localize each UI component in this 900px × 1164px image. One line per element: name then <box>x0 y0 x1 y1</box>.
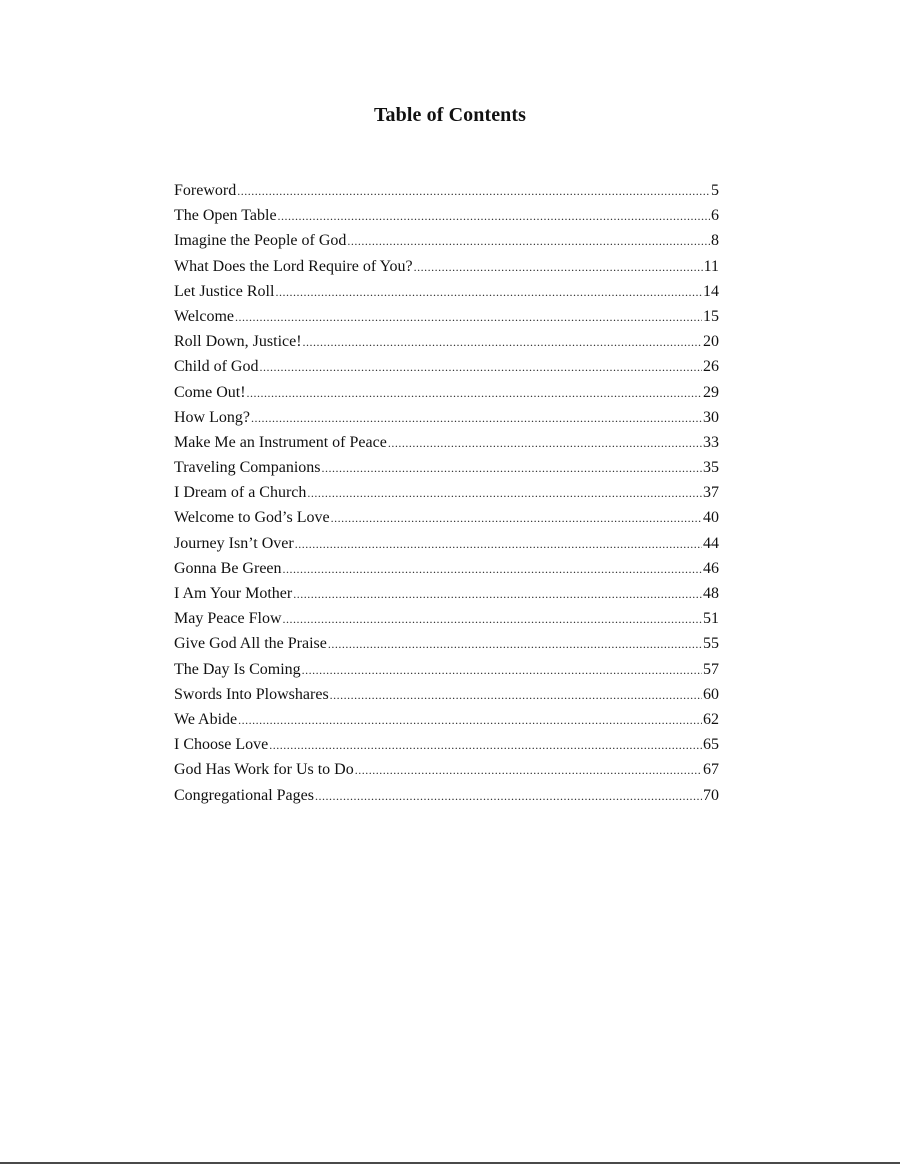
toc-entry-title: Gonna Be Green <box>174 559 282 577</box>
toc-entry-page-number: 67 <box>703 761 719 779</box>
page-title: Table of Contents <box>373 104 527 126</box>
toc-entry-title: Welcome to God’s Love <box>174 509 330 527</box>
dot-leader <box>302 658 702 683</box>
toc-entry <box>174 304 719 329</box>
toc-entry-title: Imagine the People of God <box>174 232 347 250</box>
toc-entry <box>174 380 719 405</box>
toc-entry <box>174 657 719 682</box>
toc-entry-title: How Long? <box>174 408 250 426</box>
toc-entry <box>174 329 719 354</box>
toc-entry-page-number: 20 <box>703 333 719 351</box>
dot-leader <box>275 280 702 305</box>
toc-entry-title: Welcome <box>174 307 235 325</box>
toc-entry <box>174 480 719 505</box>
dot-leader <box>247 381 702 406</box>
toc-entry-title: Come Out! <box>174 383 246 401</box>
toc-entry-title: Swords Into Plowshares <box>174 685 329 703</box>
toc-entry-page-number: 46 <box>703 559 719 577</box>
toc-entry <box>174 606 719 631</box>
toc-entry-page-number: 62 <box>703 710 719 728</box>
toc-entry <box>174 732 719 757</box>
dot-leader <box>303 330 702 355</box>
dot-leader <box>283 607 702 632</box>
toc-entry <box>174 178 719 203</box>
toc-entry-page-number: 29 <box>703 383 719 401</box>
toc-entry-title: Child of God <box>174 358 259 376</box>
toc-entry-title: Make Me an Instrument of Peace <box>174 433 387 451</box>
toc-entry-page-number: 26 <box>703 358 719 376</box>
toc-entry <box>174 430 719 455</box>
dot-leader <box>238 708 702 733</box>
toc-entry-title: May Peace Flow <box>174 610 282 628</box>
toc-entry <box>174 631 719 656</box>
toc-entry <box>174 707 719 732</box>
toc-entry <box>174 757 719 782</box>
toc-entry-page-number: 40 <box>703 509 719 527</box>
dot-leader <box>330 683 702 708</box>
toc-entry-page-number: 15 <box>703 307 719 325</box>
dot-leader <box>237 179 710 204</box>
toc-entry-page-number: 33 <box>703 433 719 451</box>
toc-entry-title: What Does the Lord Require of You? <box>174 257 413 275</box>
toc-entry-page-number: 44 <box>703 534 719 552</box>
dot-leader <box>269 733 702 758</box>
toc-entry-page-number: 60 <box>703 685 719 703</box>
toc-entry <box>174 279 719 304</box>
toc-entry <box>174 581 719 606</box>
dot-leader <box>414 255 703 280</box>
toc-entry-page-number: 37 <box>703 484 719 502</box>
toc-entry-title: Foreword <box>174 182 237 199</box>
toc-entry-title: I Choose Love <box>174 736 269 754</box>
dot-leader <box>259 355 702 380</box>
toc-entry-title: The Day Is Coming <box>174 660 301 678</box>
toc-entry-page-number: 55 <box>703 635 719 653</box>
toc-entry-page-number: 5 <box>711 182 719 199</box>
toc-entry <box>174 354 719 379</box>
toc-entry <box>174 203 719 228</box>
toc-entry-title: We Abide <box>174 710 238 728</box>
toc-entry-page-number: 35 <box>703 459 719 477</box>
toc-entry <box>174 682 719 707</box>
toc-entry-page-number: 30 <box>703 408 719 426</box>
toc-entry <box>174 783 719 808</box>
toc-entry-title: Journey Isn’t Over <box>174 534 294 552</box>
dot-leader <box>283 557 702 582</box>
dot-leader <box>251 406 702 431</box>
toc-entry-page-number: 57 <box>703 660 719 678</box>
toc-entry-title: Give God All the Praise <box>174 635 327 653</box>
toc-entry-page-number: 14 <box>703 282 719 300</box>
dot-leader <box>235 305 702 330</box>
toc-entry-title: The Open Table <box>174 207 277 225</box>
dot-leader <box>278 204 710 229</box>
toc-entry-page-number: 70 <box>703 786 719 804</box>
dot-leader <box>355 758 702 783</box>
dot-leader <box>328 632 702 657</box>
toc-entry-title: I Dream of a Church <box>174 484 307 502</box>
dot-leader <box>307 481 702 506</box>
toc-entry-title: Traveling Companions <box>174 459 321 477</box>
toc-entry-title: Let Justice Roll <box>174 282 275 300</box>
toc-entry <box>174 254 719 279</box>
toc-entry-title: God Has Work for Us to Do <box>174 761 354 779</box>
toc-entry <box>174 455 719 480</box>
dot-leader <box>293 582 702 607</box>
toc-entry-title: I Am Your Mother <box>174 585 293 602</box>
toc-entry-page-number: 11 <box>703 257 719 275</box>
toc-entry-page-number: 51 <box>703 610 719 628</box>
toc-entry <box>174 531 719 556</box>
toc-entry-page-number: 48 <box>703 585 719 602</box>
toc-list <box>174 178 719 808</box>
toc-entry-page-number: 8 <box>711 232 719 250</box>
toc-entry-page-number: 6 <box>711 207 719 225</box>
toc-entry-page-number: 65 <box>703 736 719 754</box>
dot-leader <box>347 229 710 254</box>
dot-leader <box>315 784 702 809</box>
dot-leader <box>322 456 702 481</box>
toc-entry-title: Congregational Pages <box>174 786 314 804</box>
dot-leader <box>295 532 702 557</box>
toc-entry <box>174 556 719 581</box>
dot-leader <box>388 431 702 456</box>
dot-leader <box>331 506 702 531</box>
toc-entry <box>174 228 719 253</box>
toc-entry <box>174 505 719 530</box>
toc-entry <box>174 405 719 430</box>
toc-entry-title: Roll Down, Justice! <box>174 333 302 351</box>
